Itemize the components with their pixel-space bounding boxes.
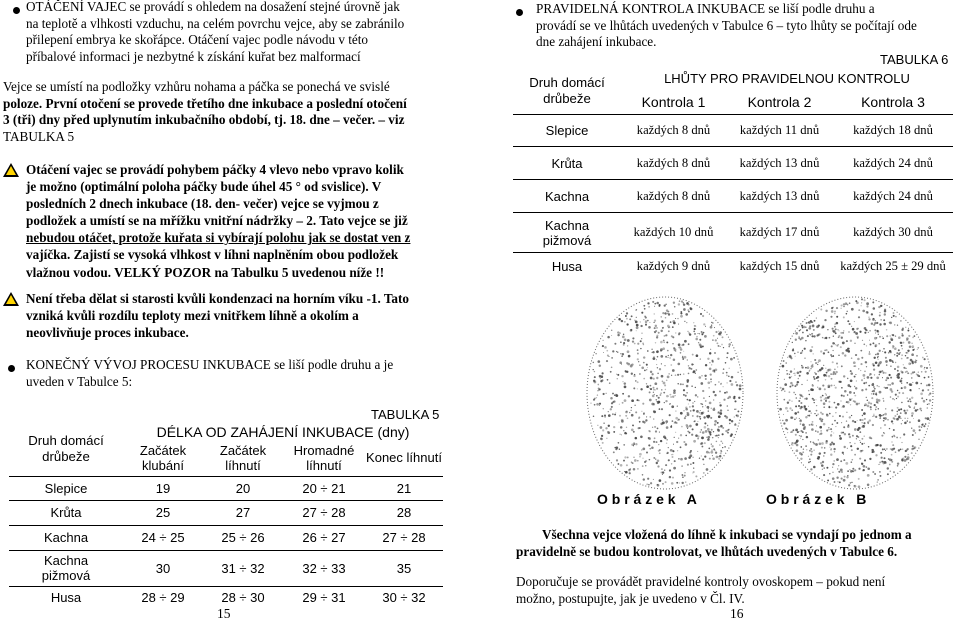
table6-cell: Slepice <box>545 123 589 138</box>
text-line: příbalové informaci je nezbytné k získání kuřat bez malformací <box>26 48 361 64</box>
table6-cell: každých 11 dnů <box>739 123 820 137</box>
table5-cell: 26 ÷ 27 <box>302 530 346 545</box>
text-line: uveden v Tabulce 5: <box>26 373 133 389</box>
text-line: možno, postupujte, jak je uvedeno v Čl. IV. <box>516 590 745 606</box>
table6-header: LHŮTY PRO PRAVIDELNOU KONTROLU <box>664 70 910 86</box>
table5-cell: 19 <box>155 480 171 496</box>
table5-cell: Slepice <box>44 480 88 496</box>
table5-cell: 27 <box>235 505 251 520</box>
table6-cell: Kachna <box>544 188 590 204</box>
table5-caption: TABULKA 5 <box>371 407 440 422</box>
table5-subheader: Začátek klubání <box>139 442 187 473</box>
table5-cell: Husa <box>50 589 82 605</box>
all-eggs-paragraph <box>516 527 956 560</box>
bullet <box>8 365 15 372</box>
text-line: posledních 2 dnech inkubace (18. den- večer) vejce se vyjmou z <box>26 196 379 212</box>
text-line: vajíčka. Zajistí se vysoká vlhkost v líhni naplněním obou podložek <box>26 247 399 263</box>
table5-cell: 20 ÷ 21 <box>302 480 346 496</box>
recommendation-paragraph <box>516 574 956 607</box>
table6-subheader: Kontrola 2 <box>747 93 812 110</box>
table5-cell: 27 ÷ 28 <box>382 530 426 545</box>
regular-control-paragraph <box>536 1 956 51</box>
table6-cell: každých 25 ± 29 dnů <box>840 258 946 273</box>
figure-a-caption: O b r á z e k A <box>597 491 697 507</box>
text-line: OTÁČENÍ VAJEC se provádí s ohledem na dosažení stejné úrovně jak <box>26 0 400 14</box>
text-line: Všechna vejce vložená do líhně k inkubaci se vyndají po jednom a <box>542 527 912 542</box>
table5-cell: 27 ÷ 28 <box>302 505 346 520</box>
text-line: pravidelně se budou kontrolovat, ve lhůtách uvedených v Tabulce 6. <box>516 543 898 559</box>
text-line: KONEČNÝ VÝVOJ PROCESU INKUBACE se liší podle druhu a je <box>26 357 394 372</box>
text-line: vlažnou vodou. VELKÝ POZOR na Tabulku 5 uvedenou níže !! <box>26 264 385 280</box>
text-line: provádí se ve lhůtách uvedených v Tabulce 6 – tyto lhůty se počítají ode <box>536 17 917 33</box>
table6-cell: Krůta <box>551 155 583 171</box>
table5-subheader: Konec líhnutí <box>366 450 442 466</box>
text-line: 3 (tři) dny před uplynutím inkubačního období, tj. 18. dne – večer. – viz <box>3 112 405 128</box>
table6-cell: každých 9 dnů <box>636 258 711 273</box>
table5-cell: Kachna pižmová <box>41 553 91 583</box>
table5-cell: 29 ÷ 31 <box>302 589 346 605</box>
table6-cell: každých 15 dnů <box>739 258 820 273</box>
warning-paragraph-turning <box>26 161 446 281</box>
text-line: je možno (optimální poloha páčky bude úhel 45 ° od svislice). V <box>26 179 382 195</box>
warning-icon: ! <box>3 163 19 177</box>
table5-subheader: Hromadné líhnutí <box>293 442 355 473</box>
table5-cell: 32 ÷ 33 <box>302 560 346 576</box>
table6-cell: každých 30 dnů <box>853 225 933 239</box>
table6-cell: každých 13 dnů <box>739 155 820 170</box>
table5-cell: 28 <box>396 505 412 520</box>
table6-cell: každých 24 dnů <box>853 155 933 170</box>
table5-cell: 20 <box>235 480 251 496</box>
table5 <box>9 422 443 608</box>
table6-caption: TABULKA 6 <box>880 52 949 67</box>
table6-cell: každých 10 dnů <box>633 225 714 239</box>
text-line: neovlivňuje proces inkubace. <box>26 325 189 341</box>
table5-cell: 24 ÷ 25 <box>141 530 185 545</box>
text-line: vzniká kvůli rozdílu teploty mezi vnitřkem líhně a okolím a <box>26 308 359 324</box>
figure-b-caption: O b r á z e k B <box>766 491 867 507</box>
text-line: dne zahájení inkubace. <box>536 34 657 50</box>
warning-paragraph-condensation <box>26 290 446 341</box>
table6-subheader: Kontrola 3 <box>861 93 925 110</box>
final-development-paragraph <box>26 357 446 390</box>
text-line: podložek a umístí se na mřížku vnitřní nádržky – 2. Tato vejce se již <box>26 213 408 229</box>
bullet <box>13 7 20 14</box>
page-number: 15 <box>217 606 231 621</box>
table5-species-header: Druh domácí drůbeže <box>28 432 104 464</box>
table5-cell: 25 <box>155 505 171 520</box>
table5-cell: 35 <box>396 560 412 576</box>
text-line: Doporučuje se provádět pravidelné kontroly ovoskopem – pokud není <box>516 574 886 589</box>
table6-cell: každých 18 dnů <box>853 123 933 137</box>
table6-cell: každých 13 dnů <box>739 188 820 203</box>
table6-cell: každých 8 dnů <box>636 155 711 170</box>
text-line: Není třeba dělat si starosti kvůli kondenzaci na horním víku -1. Tato <box>26 291 409 306</box>
table5-cell: 30 ÷ 32 <box>382 589 426 605</box>
bullet <box>516 9 523 16</box>
turning-eggs-paragraph <box>26 0 446 65</box>
egg-image-b <box>770 293 940 493</box>
table6-cell: Kachna pižmová <box>542 217 592 248</box>
table5-cell: 30 <box>155 560 171 576</box>
warning-icon: ! <box>3 292 19 306</box>
table6-species-header: Druh domácí drůbeže <box>529 74 605 106</box>
table5-cell: Krůta <box>50 505 82 520</box>
text-line: nebudou otáčet, protože kuřata si vybírají polohu jak se dostat ven z <box>26 230 411 246</box>
table6-cell: každých 8 dnů <box>636 123 711 137</box>
text-line: poloze. První otočení se provede třetího dne inkubace a poslední otočení <box>3 95 407 111</box>
table6-cell: každých 24 dnů <box>853 188 933 203</box>
table5-subheader: Začátek líhnutí <box>219 442 267 473</box>
table6-cell: každých 17 dnů <box>739 225 820 239</box>
page-number: 16 <box>730 606 744 621</box>
table5-cell: 28 ÷ 29 <box>141 589 185 605</box>
table5-cell: Kachna <box>43 530 89 545</box>
text-line: na teplotě a vlhkosti vzduchu, na celém povrchu vejce, aby se zabránilo <box>26 15 405 31</box>
table6-subheader: Kontrola 1 <box>641 93 706 110</box>
text-line: Vejce se umístí na podložky vzhůru nohama a páčka se ponechá ve svislé <box>3 79 390 94</box>
text-line: PRAVIDELNÁ KONTROLA INKUBACE se liší podle druhu a <box>536 1 875 16</box>
table6 <box>513 67 953 280</box>
placement-paragraph <box>3 79 448 145</box>
table6-cell: Husa <box>551 258 583 274</box>
text-line: Otáčení vajec se provádí pohybem páčky 4 vlevo nebo vpravo kolik <box>26 162 404 177</box>
table5-cell: 25 ÷ 26 <box>221 530 265 545</box>
text-line: TABULKA 5 <box>3 128 75 144</box>
text-line: přilepení embrya ke skořápce. Otáčení vajec podle návodu v této <box>26 32 369 48</box>
table5-header: DÉLKA OD ZAHÁJENÍ INKUBACE (dny) <box>156 424 410 440</box>
table6-cell: každých 8 dnů <box>636 188 711 203</box>
table5-cell: 21 <box>396 480 412 496</box>
table5-cell: 28 ÷ 30 <box>221 589 265 605</box>
egg-image-a <box>580 293 750 493</box>
table5-cell: 31 ÷ 32 <box>221 560 265 576</box>
